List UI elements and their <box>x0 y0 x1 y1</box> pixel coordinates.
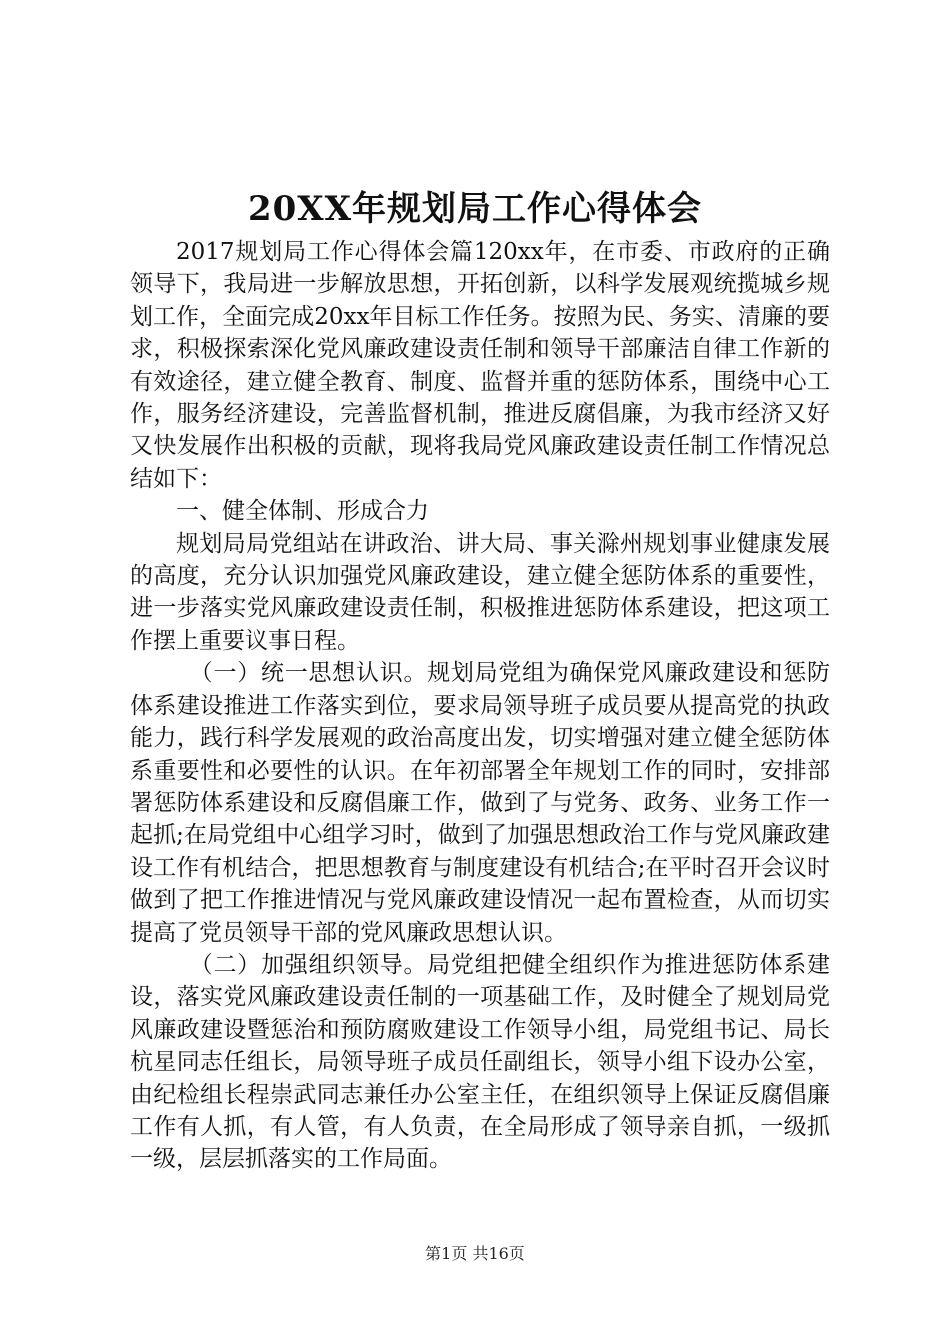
page-number-footer: 第1页 共16页 <box>425 1244 525 1263</box>
section-paragraph: 规划局局党组站在讲政治、讲大局、事关滁州规划事业健康发展的高度，充分认识加强党风廉政建设，建立健全惩防体系的重要性，进一步落实党风廉政建设责任制，积极推进惩防体系建设，把这项工作摆上重要议事日程。 <box>130 530 830 654</box>
document-title: 20XX年规划局工作心得体会 <box>247 189 703 229</box>
item-paragraph-1: （一）统一思想认识。规划局党组为确保党风廉政建设和惩防体系建设推进工作落实到位，要求局领导班子成员要从提高党的执政能力，践行科学发展观的政治高度出发，切实增强对建立健全惩防体系重要性和必要性的认识。在年初部署全年规划工作的同时，安排部署惩防体系建设和反腐倡廉工作，做到了与党务、政务、业务工作一起抓;在局党组中心组学习时，做到了加强思想政治工作与党风廉政建设工作有机结合，把思想教育与制度建设有机结合;在平时召开会议时做到了把工作推进情况与党风廉政建设情况一起布置检查，从而切实提高了党员领导干部的党风廉政思想认识。 <box>130 660 830 946</box>
intro-paragraph: 2017规划局工作心得体会篇120xx年，在市委、市政府的正确领导下，我局进一步解放思想，开拓创新，以科学发展观统揽城乡规划工作，全面完成20xx年目标工作任务。按照为民、务实、清廉的要求，积极探索深化党风廉政建设责任制和领导干部廉洁自律工作新的有效途径，建立健全教育、制度、监督并重的惩防体系，围绕中心工作，服务经济建设，完善监督机制，推进反腐倡廉，为我市经济又好又快发展作出积极的贡献，现将我局党风廉政建设责任制工作情况总结如下： <box>130 239 830 492</box>
section-heading: 一、健全体制、形成合力 <box>176 498 429 525</box>
item-paragraph-2: （二）加强组织领导。局党组把健全组织作为推进惩防体系建设，落实党风廉政建设责任制的一项基础工作，及时健全了规划局党风廉政建设暨惩治和预防腐败建设工作领导小组，局党组书记、局长杭星同志任组长，局领导班子成员任副组长，领导小组下设办公室，由纪检组长程崇武同志兼任办公室主任，在组织领导上保证反腐倡廉工作有人抓，有人管，有人负责，在全局形成了领导亲自抓，一级抓一级，层层抓落实的工作局面。 <box>130 951 830 1173</box>
document-body <box>130 236 830 1176</box>
